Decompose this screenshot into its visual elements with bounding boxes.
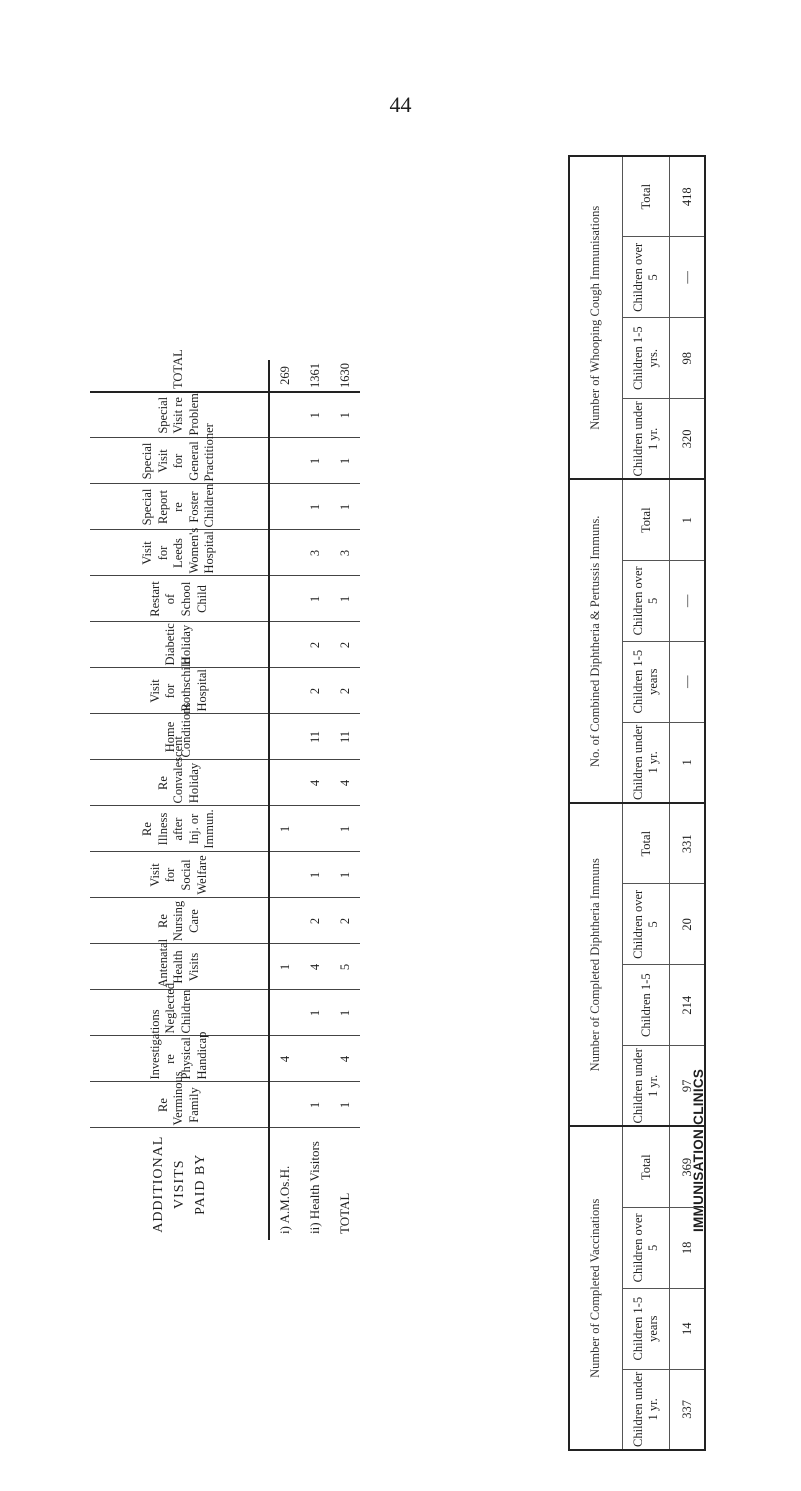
column-header: Restart of School Child [90,576,269,622]
column-header: Visit for Leeds Women's Hospital [90,530,269,576]
table-cell: 2 [330,668,360,714]
table-cell-total: 269 [269,360,300,392]
additional-visits-header-row [90,360,269,1240]
table-cell: 98 [670,318,706,399]
table-cell [269,1082,300,1128]
table-cell: 1 [269,944,300,990]
column-header: Children under 1 yr. [623,1369,670,1450]
table-cell: 1 [300,576,330,622]
table-cell [269,852,300,898]
table-cell: 369 [670,1127,706,1208]
table-cell: 1 [330,990,360,1036]
table-cell: 1 [300,438,330,484]
column-header: Children 1-5 [623,965,670,1046]
column-header: Children 1-5 years [623,641,670,722]
table-cell: 4 [330,1036,360,1082]
column-header: Re Nursing Care [90,898,269,944]
table-cell: 1 [300,392,330,438]
table-cell-total: 1630 [330,360,360,392]
table-cell: 11 [330,714,360,760]
table-cell [269,484,300,530]
column-header: Children over 5 [623,884,670,965]
additional-visits-table-wrapper [90,349,352,1240]
table-cell: 3 [330,530,360,576]
table-cell: 18 [670,1207,706,1288]
table-cell [300,1036,330,1082]
column-header: Children over 5 [623,237,670,318]
column-header: Re Verminous Family [90,1082,269,1128]
table-cell [269,990,300,1036]
table-row [670,156,706,1450]
table-cell: 4 [330,760,360,806]
table-cell: 11 [300,714,330,760]
table-row-total [330,360,360,1240]
table-cell: 97 [670,1046,706,1127]
table-cell: 1 [330,438,360,484]
column-header: Children 1-5 yrs. [623,318,670,399]
table-cell: 4 [300,760,330,806]
column-header: Re Convalescent Holiday [90,760,269,806]
table-cell: 2 [330,898,360,944]
table-cell [269,898,300,944]
table-cell: 1 [330,576,360,622]
table-cell: 331 [670,803,706,884]
column-header: Children under 1 yr. [623,399,670,480]
table-cell: 14 [670,1288,706,1369]
column-header: Neglected Children [90,990,269,1036]
table-cell: 1 [300,990,330,1036]
table-row [300,360,330,1240]
table-cell: 418 [670,156,706,237]
table-row [269,360,300,1240]
column-header: Antenatal Health Visits [90,944,269,990]
column-header: Visit for Rothschild Hospital [90,668,269,714]
table-cell: 1 [670,480,706,561]
table-cell: 1 [330,852,360,898]
column-header: Special Visit re Problem [90,392,269,438]
group-header-vaccinations: Number of Completed Vaccinations [569,1127,623,1451]
group-header-combined: No. of Combined Diphtheria & Pertussis Immuns. [569,480,623,804]
immunisation-clinics-title: IMMUNISATION CLINICS [691,1068,706,1232]
page-number: 44 [389,92,412,117]
table-cell: — [670,560,706,641]
column-header: Total [623,803,670,884]
immunisation-table [568,155,706,1451]
table-cell: 320 [670,399,706,480]
row-label: ii) Health Visitors [307,1141,322,1234]
immunisation-table-wrapper [568,155,698,1451]
table-cell: — [670,237,706,318]
table-cell [269,622,300,668]
table-cell [269,576,300,622]
table-cell: 1 [300,852,330,898]
table-cell: 3 [300,530,330,576]
table-cell [269,392,300,438]
additional-visits-table [90,349,360,1240]
table-cell: — [670,641,706,722]
table-cell: 1 [300,1082,330,1128]
column-header: Special Report re Foster Children [90,484,269,530]
table-cell: 2 [300,898,330,944]
column-header: Children under 1 yr. [623,1046,670,1127]
column-header: Total [623,1127,670,1208]
column-header: Total [623,480,670,561]
table-cell: 1 [269,806,300,852]
sub-header-row [623,156,670,1450]
table-cell: 2 [300,668,330,714]
table-cell: 1 [330,392,360,438]
table-cell: 337 [679,1399,694,1419]
row-label: i) A.M.Os.H. [277,1165,292,1234]
table-cell: 1 [330,484,360,530]
column-header: Home Conditions [90,714,269,760]
table-cell [300,806,330,852]
table-cell [269,668,300,714]
column-header: Special Visit for General Practitioner [90,438,269,484]
column-header: Investigations re Physical Handicap [90,1036,269,1082]
column-header: Children over 5 [623,560,670,641]
table-cell: 1 [330,1082,360,1128]
column-header-total: TOTAL [90,360,269,392]
table-cell: 2 [300,622,330,668]
column-header: Children 1-5 years [623,1288,670,1369]
column-header: Children under 1 yr. [623,722,670,803]
column-header: Visit for Social Welfare [90,852,269,898]
table-cell-total: 1361 [300,360,330,392]
column-header: Children over 5 [623,1207,670,1288]
table-cell [269,760,300,806]
table-cell: 5 [330,944,360,990]
table-cell [269,530,300,576]
group-header-diphtheria: Number of Completed Diphtheria Immuns [569,803,623,1127]
table-cell: 4 [269,1036,300,1082]
table-cell [269,714,300,760]
group-header-row [569,156,623,1450]
table-cell: 2 [330,622,360,668]
column-header: Total [623,156,670,237]
table-cell: 4 [300,944,330,990]
table-cell: 1 [330,806,360,852]
column-header: Re Illness after Inj. or Immun. [90,806,269,852]
row-label: TOTAL [337,1192,352,1234]
group-header-whooping-cough: Number of Whooping Cough Immunisations [569,156,623,480]
table-cell: 1 [300,484,330,530]
table-cell: 214 [670,965,706,1046]
table-cell: 1 [670,722,706,803]
table-cell: 20 [670,884,706,965]
table-cell [269,438,300,484]
additional-visits-stub-header: ADDITIONAL VISITS PAID BY [90,1128,269,1240]
column-header: Diabetic Holiday [90,622,269,668]
